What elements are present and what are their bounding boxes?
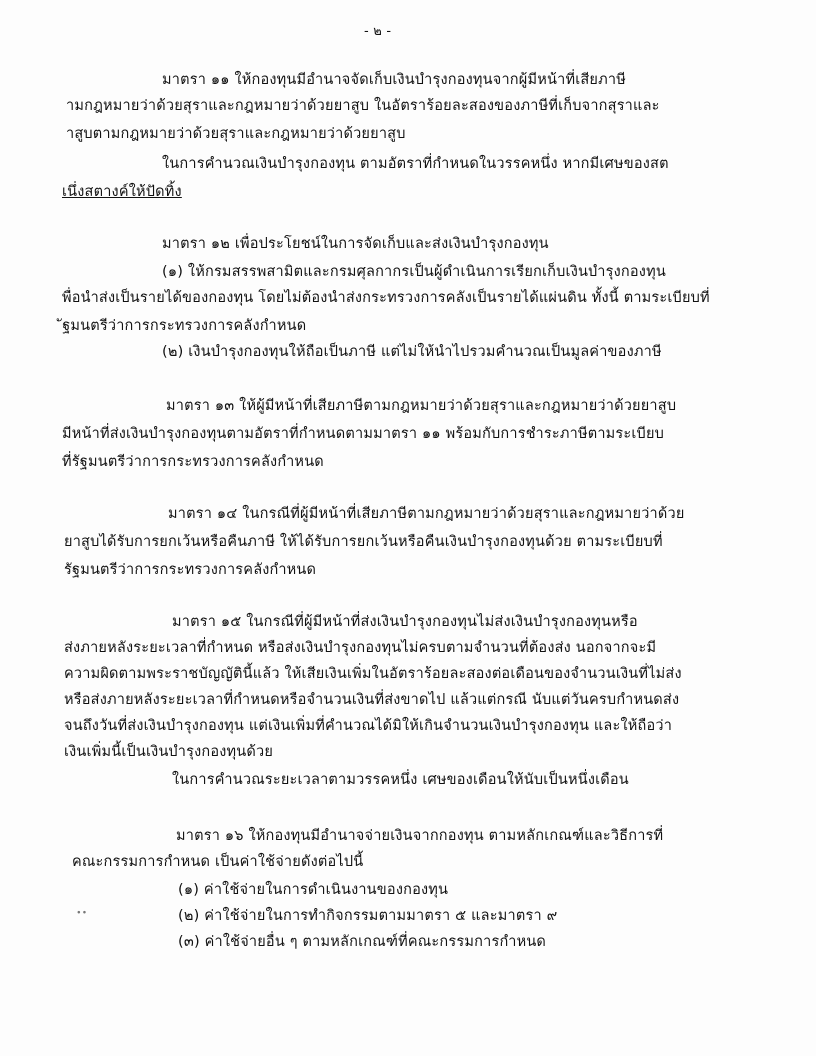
section-16-line-2: คณะกรรมการกำหนด เป็นค่าใช้จ่ายดังต่อไปนี้ bbox=[72, 854, 364, 870]
section-12-line-1: มาตรา ๑๒ เพื่อประโยชน์ในการจัดเก็บและส่งเงินบำรุงกองทุน bbox=[162, 236, 549, 252]
section-15-line-3: ความผิดตามพระราชบัญญัตินี้แล้ว ให้เสียเงินเพิ่มในอัตราร้อยละสองต่อเดือนของจำนวนเงินที่ไม่ส่ง bbox=[64, 666, 682, 682]
section-15-line-6: เงินเพิ่มนี้เป็นเงินบำรุงกองทุนด้วย bbox=[64, 744, 274, 760]
section-11-line-4: ในการคำนวณเงินบำรุงกองทุน ตามอัตราที่กำหนดในวรรคหนึ่ง หากมีเศษของสต bbox=[162, 156, 669, 172]
section-16-item-2: (๒) ค่าใช้จ่ายในการทำกิจกรรมตามมาตรา ๕ และมาตรา ๙ bbox=[178, 908, 558, 924]
section-13-line-2: มีหน้าที่ส่งเงินบำรุงกองทุนตามอัตราที่กำหนดตามมาตรา ๑๑ พร้อมกับการชำระภาษีตามระเบียบ bbox=[62, 426, 665, 442]
section-13-line-1: มาตรา ๑๓ ให้ผู้มีหน้าที่เสียภาษีตามกฎหมายว่าด้วยสุราและกฎหมายว่าด้วยยาสูบ bbox=[166, 398, 677, 414]
section-15-line-5: จนถึงวันที่ส่งเงินบำรุงกองทุน แต่เงินเพิ่มที่คำนวณได้มิให้เกินจำนวนเงินบำรุงกองทุน และให้ถือว่า bbox=[64, 718, 673, 734]
section-14-line-1: มาตรา ๑๔ ในกรณีที่ผู้มีหน้าที่เสียภาษีตามกฎหมายว่าด้วยสุราและกฎหมายว่าด้วย bbox=[168, 506, 685, 522]
section-11-line-5: เนึ่งสตางค์ให้ปัดทิ้ง bbox=[62, 184, 182, 200]
section-11-line-3: าสูบตามกฎหมายว่าด้วยสุราและกฎหมายว่าด้วยยาสูบ bbox=[66, 126, 406, 142]
section-11-line-1: มาตรา ๑๑ ให้กองทุนมีอำนาจจัดเก็บเงินบำรุงกองทุนจากผู้มีหน้าที่เสียภาษี bbox=[162, 72, 626, 88]
section-15-line-4: หรือส่งภายหลังระยะเวลาที่กำหนดหรือจำนวนเงินที่ส่งขาดไป แล้วแต่กรณี นับแต่วันครบกำหนดส่ง bbox=[64, 692, 680, 708]
section-12-line-5: (๒) เงินบำรุงกองทุนให้ถือเป็นภาษี แต่ไม่ให้นำไปรวมคำนวณเป็นมูลค่าของภาษี bbox=[162, 344, 662, 360]
section-12-line-4: ัฐมนตรีว่าการกระทรวงการคลังกำหนด bbox=[62, 318, 307, 334]
page-number: - ๒ - bbox=[364, 24, 392, 39]
section-16-item-1: (๑) ค่าใช้จ่ายในการดำเนินงานของกองทุน bbox=[178, 882, 449, 898]
section-16-item-3: (๓) ค่าใช้จ่ายอื่น ๆ ตามหลักเกณฑ์ที่คณะกรรมการกำหนด bbox=[178, 934, 547, 950]
section-11-line-2: ามกฎหมายว่าด้วยสุราและกฎหมายว่าด้วยยาสูบ ในอัตราร้อยละสองของภาษีที่เก็บจากสุราและ bbox=[66, 98, 660, 114]
section-12-line-2: (๑) ให้กรมสรรพสามิตและกรมศุลกากรเป็นผู้ดำเนินการเรียกเก็บเงินบำรุงกองทุน bbox=[162, 264, 666, 280]
section-14-line-2: ยาสูบได้รับการยกเว้นหรือคืนภาษี ให้ได้รับการยกเว้นหรือคืนเงินบำรุงกองทุนด้วย ตามระเบียบที่ bbox=[64, 534, 663, 550]
section-16-line-1: มาตรา ๑๖ ให้กองทุนมีอำนาจจ่ายเงินจากกองทุน ตามหลักเกณฑ์และวิธีการที่ bbox=[176, 828, 664, 844]
section-14-line-3: รัฐมนตรีว่าการกระทรวงการคลังกำหนด bbox=[64, 562, 317, 578]
section-15-line-2: ส่งภายหลังระยะเวลาที่กำหนด หรือส่งเงินบำรุงกองทุนไม่ครบตามจำนวนที่ต้องส่ง นอกจากจะมี bbox=[64, 640, 657, 656]
section-15-line-1: มาตรา ๑๕ ในกรณีที่ผู้มีหน้าที่ส่งเงินบำรุงกองทุนไม่ส่งเงินบำรุงกองทุนหรือ bbox=[172, 614, 638, 630]
scan-speck: ∙∙ bbox=[76, 908, 88, 918]
section-12-line-3: พื่อนำส่งเป็นรายได้ของกองทุน โดยไม่ต้องนำส่งกระทรวงการคลังเป็นรายได้แผ่นดิน ทั้งนี้ ตามระเบียบที่ bbox=[62, 290, 710, 306]
section-15-line-7: ในการคำนวณระยะเวลาตามวรรคหนึ่ง เศษของเดือนให้นับเป็นหนึ่งเดือน bbox=[172, 772, 629, 788]
section-13-line-3: ที่รัฐมนตรีว่าการกระทรวงการคลังกำหนด bbox=[62, 454, 324, 470]
